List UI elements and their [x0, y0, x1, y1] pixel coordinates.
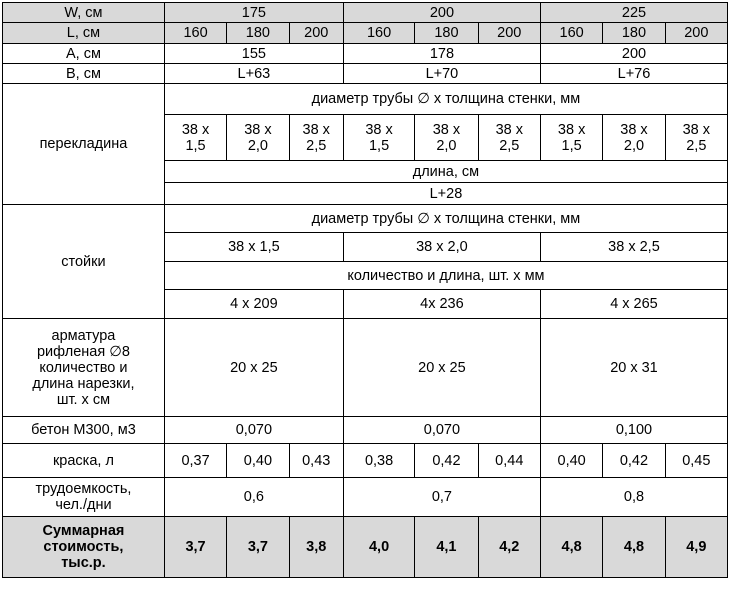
- concrete-value-1: 0,070: [164, 417, 343, 444]
- crossbar-size-cell: 38 х 1,5: [540, 115, 602, 161]
- posts-count-header: количество и длина, шт. х мм: [164, 262, 727, 290]
- posts-size-1: 38 х 1,5: [164, 233, 343, 262]
- label-w: W, см: [3, 3, 165, 23]
- total-value: 3,7: [164, 517, 226, 578]
- paint-value: 0,40: [540, 444, 602, 478]
- labor-value-3: 0,8: [540, 478, 727, 517]
- paint-value: 0,42: [603, 444, 665, 478]
- total-value: 4,0: [343, 517, 414, 578]
- crossbar-size-cell: 38 х 2,5: [665, 115, 727, 161]
- row-posts-header: [3, 205, 728, 233]
- label-total: Суммарная стоимость, тыс.р.: [3, 517, 165, 578]
- paint-value: 0,43: [289, 444, 343, 478]
- posts-count-3: 4 х 265: [540, 290, 727, 319]
- cell-l: 200: [289, 23, 343, 44]
- posts-count-1: 4 х 209: [164, 290, 343, 319]
- label-labor: трудоемкость, чел./дни: [3, 478, 165, 517]
- crossbar-size-cell: 38 х 1,5: [164, 115, 226, 161]
- label-rebar: арматура рифленая ∅8 количество и длина нарезки, шт. х см: [3, 319, 165, 417]
- posts-size-2: 38 х 2,0: [343, 233, 540, 262]
- cell-l: 180: [603, 23, 665, 44]
- cell-l: 200: [478, 23, 540, 44]
- row-a: [3, 44, 728, 64]
- crossbar-length-header: длина, см: [164, 161, 727, 183]
- crossbar-length-value: L+28: [164, 183, 727, 205]
- label-crossbar: перекладина: [3, 84, 165, 205]
- cell-w-3: 225: [540, 3, 727, 23]
- concrete-value-3: 0,100: [540, 417, 727, 444]
- label-l: L, см: [3, 23, 165, 44]
- paint-value: 0,45: [665, 444, 727, 478]
- labor-value-1: 0,6: [164, 478, 343, 517]
- cell-b-2: L+70: [343, 64, 540, 84]
- label-concrete: бетон М300, м3: [3, 417, 165, 444]
- row-w: [3, 3, 728, 23]
- posts-count-2: 4х 236: [343, 290, 540, 319]
- total-value: 4,9: [665, 517, 727, 578]
- cell-l: 160: [343, 23, 414, 44]
- label-b: В, см: [3, 64, 165, 84]
- posts-diameter-header: диаметр трубы ∅ х толщина стенки, мм: [164, 205, 727, 233]
- cell-b-3: L+76: [540, 64, 727, 84]
- row-b: [3, 64, 728, 84]
- cell-l: 180: [415, 23, 478, 44]
- crossbar-size-cell: 38 х 2,5: [289, 115, 343, 161]
- label-posts: стойки: [3, 205, 165, 319]
- cell-a-1: 155: [164, 44, 343, 64]
- paint-value: 0,40: [227, 444, 289, 478]
- total-value: 4,2: [478, 517, 540, 578]
- total-value: 3,7: [227, 517, 289, 578]
- crossbar-size-cell: 38 х 1,5: [343, 115, 414, 161]
- total-value: 4,8: [603, 517, 665, 578]
- rebar-value-1: 20 х 25: [164, 319, 343, 417]
- row-concrete: [3, 417, 728, 444]
- row-rebar: [3, 319, 728, 417]
- cell-w-1: 175: [164, 3, 343, 23]
- crossbar-size-cell: 38 х 2,0: [227, 115, 289, 161]
- rebar-value-2: 20 х 25: [343, 319, 540, 417]
- cell-l: 160: [540, 23, 602, 44]
- paint-value: 0,37: [164, 444, 226, 478]
- cell-w-2: 200: [343, 3, 540, 23]
- row-crossbar-header: [3, 84, 728, 115]
- crossbar-size-cell: 38 х 2,0: [415, 115, 478, 161]
- row-labor: [3, 478, 728, 517]
- row-total: [3, 517, 728, 578]
- cell-b-1: L+63: [164, 64, 343, 84]
- paint-value: 0,42: [415, 444, 478, 478]
- row-l: [3, 23, 728, 44]
- concrete-value-2: 0,070: [343, 417, 540, 444]
- posts-size-3: 38 х 2,5: [540, 233, 727, 262]
- row-paint: [3, 444, 728, 478]
- crossbar-diameter-header: диаметр трубы ∅ х толщина стенки, мм: [164, 84, 727, 115]
- label-paint: краска, л: [3, 444, 165, 478]
- rebar-value-3: 20 х 31: [540, 319, 727, 417]
- total-value: 4,1: [415, 517, 478, 578]
- paint-value: 0,38: [343, 444, 414, 478]
- crossbar-size-cell: 38 х 2,0: [603, 115, 665, 161]
- cell-l: 180: [227, 23, 289, 44]
- cell-l: 160: [164, 23, 226, 44]
- labor-value-2: 0,7: [343, 478, 540, 517]
- cell-a-3: 200: [540, 44, 727, 64]
- paint-value: 0,44: [478, 444, 540, 478]
- cell-a-2: 178: [343, 44, 540, 64]
- cell-l: 200: [665, 23, 727, 44]
- specs-table: [2, 2, 728, 578]
- label-a: А, см: [3, 44, 165, 64]
- crossbar-size-cell: 38 х 2,5: [478, 115, 540, 161]
- total-value: 3,8: [289, 517, 343, 578]
- total-value: 4,8: [540, 517, 602, 578]
